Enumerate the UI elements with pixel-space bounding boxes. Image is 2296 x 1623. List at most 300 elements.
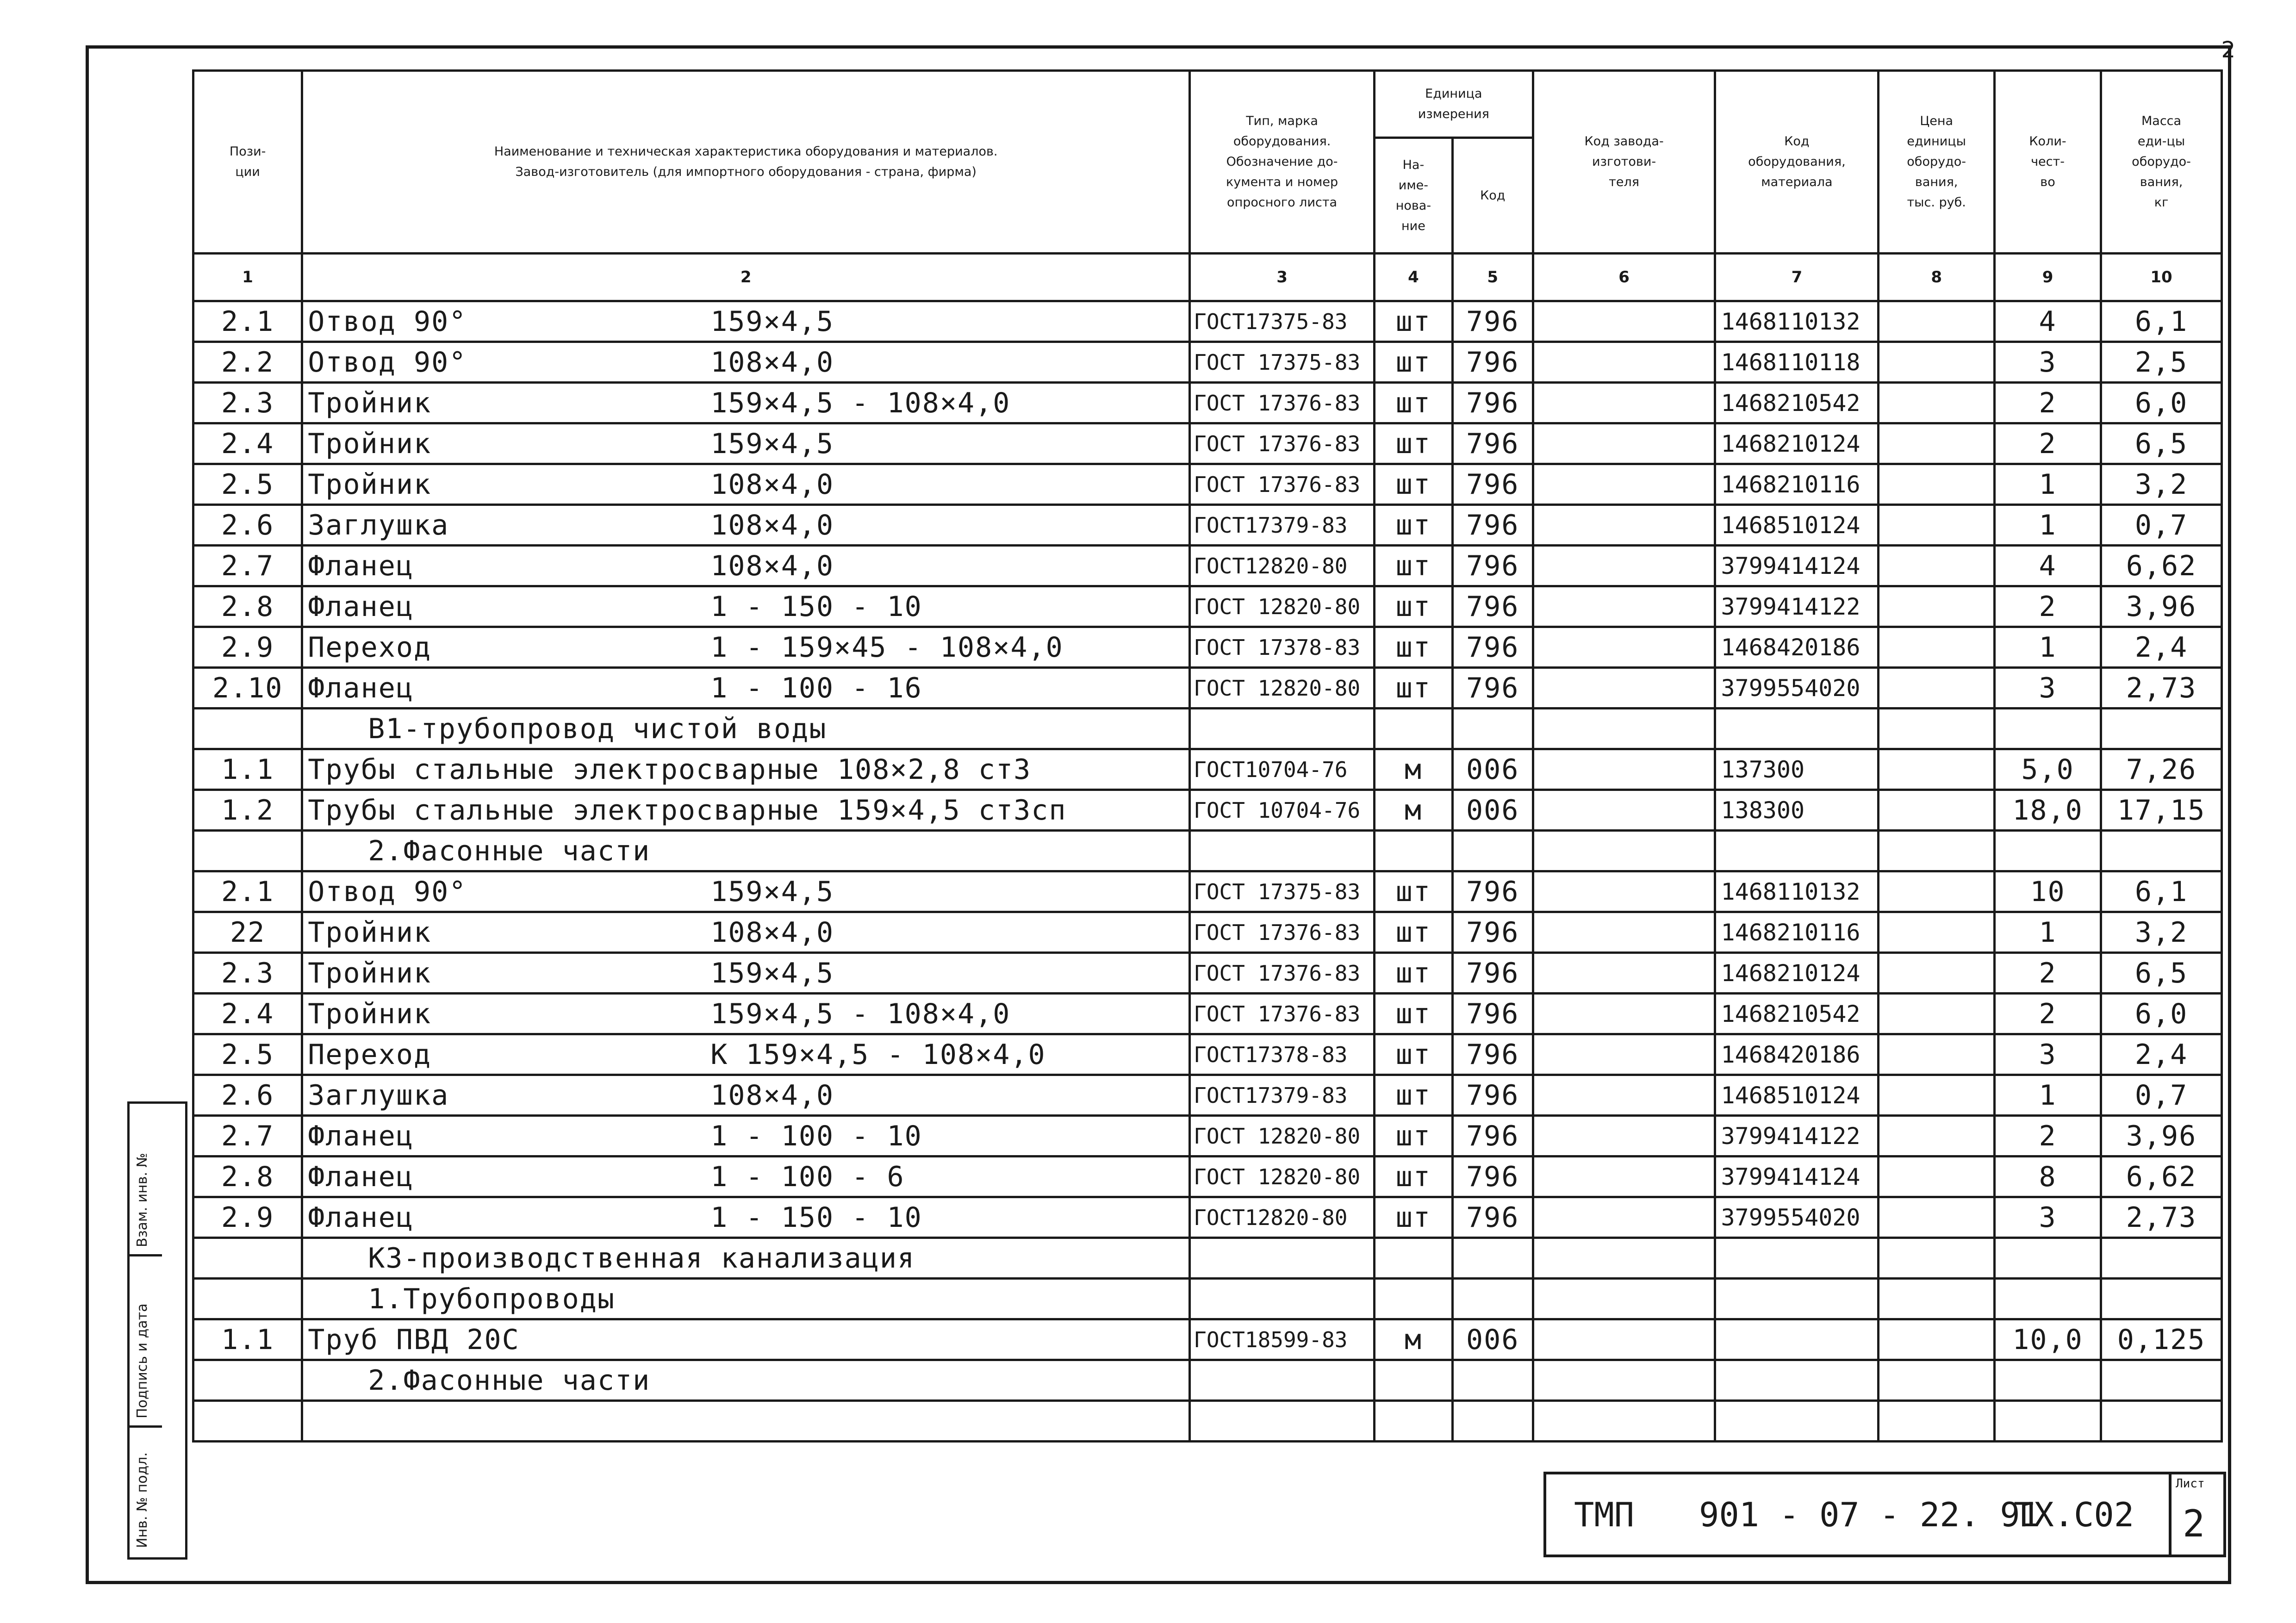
code-cell: 796 [1452,1034,1533,1075]
item-dimensions: 1 - 150 - 10 [710,590,922,623]
item-name: Тройник [308,386,432,419]
equip-cell: 1468110118 [1715,342,1879,383]
item-dimensions: 108×4,0 [710,549,834,582]
name-cell [302,790,1190,831]
name-cell [302,464,1190,505]
table-row [193,1319,2222,1360]
item-dimensions: 1 - 100 - 6 [710,1160,905,1193]
doc-cell: ГОСТ12820-80 [1190,1197,1375,1238]
column-number: 5 [1452,254,1533,301]
doc-cell: ГОСТ 12820-80 [1190,668,1375,709]
empty-cell [1375,1401,1453,1442]
item-name: Фланец [308,549,414,582]
price-cell [1879,1279,1995,1319]
price-cell [1879,912,1995,953]
pos-cell: 22 [193,912,302,953]
price-cell [1879,464,1995,505]
mass-cell: 0,7 [2101,505,2222,546]
equip-cell [1715,709,1879,749]
unit-cell: шт [1375,342,1453,383]
header-mass: Масса еди-цы оборудо- вания, кг [2101,71,2222,254]
price-cell [1879,1157,1995,1197]
mass-cell: 6,1 [2101,301,2222,342]
qty-cell: 5,0 [1994,749,2101,790]
qty-cell: 4 [1994,301,2101,342]
name-cell [302,871,1190,912]
mass-cell: 0,7 [2101,1075,2222,1116]
strip-cell-sign [130,1256,162,1428]
doc-cell: ГОСТ 17375-83 [1190,342,1375,383]
column-number: 10 [2101,254,2222,301]
unit-cell: шт [1375,668,1453,709]
pos-cell: 1.1 [193,749,302,790]
doc-cell: ГОСТ 12820-80 [1190,1157,1375,1197]
doc-cell: ГОСТ17379-83 [1190,1075,1375,1116]
pos-cell: 2.1 [193,301,302,342]
doc-cell: ГОСТ17379-83 [1190,505,1375,546]
qty-cell: 10,0 [1994,1319,2101,1360]
doc-cell: ГОСТ 12820-80 [1190,586,1375,627]
empty-cell [1879,1401,1995,1442]
qty-cell: 2 [1994,383,2101,423]
header-plant-code: Код завода- изготови- теля [1533,71,1715,254]
code-cell: 796 [1452,627,1533,668]
pos-cell [193,709,302,749]
equip-cell [1715,1279,1879,1319]
plant-cell [1533,1157,1715,1197]
qty-cell: 1 [1994,1075,2101,1116]
item-name: Тройник [308,957,432,989]
item-name: Тройник [308,468,432,501]
qty-cell: 4 [1994,546,2101,586]
pos-cell: 2.9 [193,1197,302,1238]
qty-cell: 2 [1994,953,2101,994]
table-row [193,627,2222,668]
empty-cell [1994,1401,2101,1442]
plant-cell [1533,1279,1715,1319]
code-cell: 796 [1452,1157,1533,1197]
pos-cell: 2.1 [193,871,302,912]
sheet-number: 2 [2183,1502,2205,1545]
item-name: Фланец [308,590,414,623]
doc-cell [1190,1238,1375,1279]
column-number: 8 [1879,254,1995,301]
price-cell [1879,831,1995,871]
qty-cell: 18,0 [1994,790,2101,831]
unit-cell: шт [1375,423,1453,464]
table-row [193,301,2222,342]
unit-cell: м [1375,1319,1453,1360]
qty-cell: 2 [1994,423,2101,464]
qty-cell: 1 [1994,505,2101,546]
item-dimensions: 108×4,0 [710,468,834,501]
doc-cell: ГОСТ18599-83 [1190,1319,1375,1360]
price-cell [1879,301,1995,342]
code-cell: 796 [1452,871,1533,912]
price-cell [1879,505,1995,546]
strip-label-sign: Подпись и дата [134,1303,150,1418]
price-cell [1879,1197,1995,1238]
unit-cell: шт [1375,871,1453,912]
mass-cell: 7,26 [2101,749,2222,790]
item-dimensions: 1 - 159×45 - 108×4,0 [710,631,1064,664]
code-cell: 006 [1452,1319,1533,1360]
item-name: Тройник [308,997,432,1030]
strip-cell-vzam [130,1104,162,1256]
empty-cell [2101,1401,2222,1442]
empty-row [193,1401,2222,1442]
plant-cell [1533,1075,1715,1116]
equip-cell: 3799554020 [1715,668,1879,709]
code-cell: 006 [1452,749,1533,790]
pos-cell: 2.2 [193,342,302,383]
item-name: Фланец [308,1119,414,1152]
price-cell [1879,586,1995,627]
qty-cell: 10 [1994,871,2101,912]
table-row [193,383,2222,423]
price-cell [1879,423,1995,464]
equip-cell: 3799414122 [1715,1116,1879,1157]
unit-cell [1375,1279,1453,1319]
mass-cell: 3,96 [2101,586,2222,627]
doc-cell [1190,1360,1375,1401]
item-name: Фланец [308,672,414,704]
unit-cell: шт [1375,953,1453,994]
code-cell: 796 [1452,953,1533,994]
unit-cell: шт [1375,1075,1453,1116]
item-name: Отвод 90° [308,875,467,908]
mass-cell: 2,4 [2101,627,2222,668]
name-cell [302,586,1190,627]
header-unit-code: Код [1452,138,1533,254]
price-cell [1879,953,1995,994]
item-name: Тройник [308,427,432,460]
unit-cell: шт [1375,505,1453,546]
plant-cell [1533,953,1715,994]
item-dimensions: 108×4,0 [710,509,834,541]
doc-cell: ГОСТ12820-80 [1190,546,1375,586]
pos-cell: 2.8 [193,1157,302,1197]
name-cell [302,505,1190,546]
unit-cell: шт [1375,546,1453,586]
price-cell [1879,871,1995,912]
name-cell [302,668,1190,709]
empty-cell [1533,1401,1715,1442]
table-row [193,749,2222,790]
item-name: Трубы стальные электросварные 108×2,8 ст3 [308,753,1032,786]
name-cell [302,342,1190,383]
pos-cell [193,1360,302,1401]
name-cell [302,994,1190,1034]
section-title: В1-трубопровод чистой воды [302,709,1190,749]
table-row [193,1075,2222,1116]
unit-cell [1375,831,1453,871]
mass-cell [2101,1238,2222,1279]
table-row [193,912,2222,953]
item-dimensions: 108×4,0 [710,346,834,379]
doc-cell [1190,831,1375,871]
code-cell: 796 [1452,383,1533,423]
qty-cell: 1 [1994,627,2101,668]
item-name: Тройник [308,916,432,949]
item-name: Отвод 90° [308,346,467,379]
column-number: 3 [1190,254,1375,301]
qty-cell: 3 [1994,668,2101,709]
pos-cell: 2.6 [193,1075,302,1116]
item-name: Переход [308,631,432,664]
price-cell [1879,1319,1995,1360]
item-dimensions: К 159×4,5 - 108×4,0 [710,1038,1046,1071]
price-cell [1879,790,1995,831]
header-position: Пози- ции [193,71,302,254]
item-name: Переход [308,1038,432,1071]
name-cell [302,546,1190,586]
name-cell [302,423,1190,464]
column-number: 1 [193,254,302,301]
code-cell: 006 [1452,790,1533,831]
mass-cell: 3,2 [2101,464,2222,505]
pos-cell: 2.10 [193,668,302,709]
table-row [193,994,2222,1034]
code-cell: 796 [1452,1116,1533,1157]
strip-label-inv: Инв. № подл. [134,1452,150,1548]
price-cell [1879,1238,1995,1279]
section-title: 2.Фасонные части [302,831,1190,871]
column-numbers-row [193,254,2222,301]
doc-cell: ГОСТ 10704-76 [1190,790,1375,831]
table-row [193,1197,2222,1238]
equip-cell [1715,1360,1879,1401]
header-qty: Коли- чест- во [1994,71,2101,254]
equip-cell: 1468510124 [1715,1075,1879,1116]
price-cell [1879,1116,1995,1157]
header-type: Тип, марка оборудования. Обозначение до- кумента и номер опросного листа [1190,71,1375,254]
plant-cell [1533,1238,1715,1279]
title-series: ТМП [1574,1495,1635,1534]
equip-cell: 1468210124 [1715,423,1879,464]
unit-cell: шт [1375,301,1453,342]
item-dimensions: 159×4,5 [710,875,834,908]
equip-cell: 138300 [1715,790,1879,831]
header-unit-name: На- име- нова- ние [1375,138,1453,254]
section-title: 2.Фасонные части [302,1360,1190,1401]
table-row [193,871,2222,912]
name-cell [302,953,1190,994]
unit-cell: шт [1375,994,1453,1034]
item-name: Заглушка [308,1079,449,1112]
name-cell [302,1075,1190,1116]
name-cell [302,1116,1190,1157]
code-cell [1452,831,1533,871]
unit-cell: шт [1375,464,1453,505]
table-row [193,668,2222,709]
mass-cell: 6,62 [2101,1157,2222,1197]
name-cell [302,383,1190,423]
doc-cell: ГОСТ 17376-83 [1190,953,1375,994]
plant-cell [1533,423,1715,464]
plant-cell [1533,1319,1715,1360]
code-cell: 796 [1452,301,1533,342]
code-cell: 796 [1452,1075,1533,1116]
qty-cell: 3 [1994,1034,2101,1075]
item-name: Заглушка [308,509,449,541]
plant-cell [1533,301,1715,342]
unit-cell: шт [1375,1157,1453,1197]
plant-cell [1533,831,1715,871]
mass-cell [2101,831,2222,871]
doc-cell: ГОСТ 17376-83 [1190,383,1375,423]
qty-cell [1994,831,2101,871]
mass-cell: 2,73 [2101,668,2222,709]
unit-cell: м [1375,790,1453,831]
header-equip-code: Код оборудования, материала [1715,71,1879,254]
doc-cell: ГОСТ 17376-83 [1190,912,1375,953]
code-cell [1452,1238,1533,1279]
item-dimensions: 159×4,5 - 108×4,0 [710,386,1011,419]
table-row [193,546,2222,586]
code-cell: 796 [1452,994,1533,1034]
mass-cell: 3,2 [2101,912,2222,953]
item-name: Трубы стальные электросварные 159×4,5 ст3сп [308,794,1067,827]
code-cell: 796 [1452,342,1533,383]
code-cell: 796 [1452,668,1533,709]
price-cell [1879,342,1995,383]
section-row [193,709,2222,749]
section-row [193,1279,2222,1319]
unit-cell: шт [1375,627,1453,668]
header-name: Наименование и техническая характеристика оборудования и материалов. Завод-изготовитель (для импортного оборудования - страна, фирма) [302,71,1190,254]
header-unit-group: Единица измерения [1375,71,1533,138]
doc-cell [1190,1279,1375,1319]
price-cell [1879,627,1995,668]
qty-cell [1994,709,2101,749]
item-dimensions: 159×4,5 - 108×4,0 [710,997,1011,1030]
pos-cell: 2.8 [193,586,302,627]
strip-cell-inv [130,1428,162,1557]
mass-cell [2101,709,2222,749]
column-number: 6 [1533,254,1715,301]
doc-cell: ГОСТ 17378-83 [1190,627,1375,668]
item-dimensions: 159×4,5 [710,305,834,338]
pos-cell: 2.5 [193,1034,302,1075]
code-cell: 796 [1452,912,1533,953]
section-title: К3-производственная канализация [302,1238,1190,1279]
column-number: 2 [302,254,1190,301]
empty-cell [302,1401,1190,1442]
mass-cell: 6,62 [2101,546,2222,586]
header-price: Цена единицы оборудо- вания, тыс. руб. [1879,71,1995,254]
unit-cell: шт [1375,586,1453,627]
strip-label-vzam: Взам. инв. № [134,1153,150,1247]
unit-cell [1375,709,1453,749]
name-cell [302,912,1190,953]
plant-cell [1533,1116,1715,1157]
equip-cell: 3799414124 [1715,546,1879,586]
name-cell [302,1197,1190,1238]
mass-cell: 2,4 [2101,1034,2222,1075]
table-row [193,1157,2222,1197]
equip-cell: 1468110132 [1715,871,1879,912]
doc-cell: ГОСТ 17376-83 [1190,994,1375,1034]
column-number: 9 [1994,254,2101,301]
code-cell: 796 [1452,546,1533,586]
item-dimensions: 108×4,0 [710,916,834,949]
name-cell [302,1034,1190,1075]
mass-cell: 3,96 [2101,1116,2222,1157]
doc-cell: ГОСТ 17375-83 [1190,871,1375,912]
plant-cell [1533,1034,1715,1075]
price-cell [1879,383,1995,423]
equip-cell [1715,831,1879,871]
plant-cell [1533,668,1715,709]
mass-cell: 2,73 [2101,1197,2222,1238]
pos-cell [193,1238,302,1279]
equip-cell: 1468210116 [1715,912,1879,953]
equip-cell: 3799414124 [1715,1157,1879,1197]
unit-cell [1375,1238,1453,1279]
price-cell [1879,749,1995,790]
equip-cell: 1468420186 [1715,627,1879,668]
doc-cell [1190,709,1375,749]
section-row [193,831,2222,871]
item-dimensions: 159×4,5 [710,427,834,460]
empty-cell [1452,1401,1533,1442]
mass-cell: 2,5 [2101,342,2222,383]
code-cell: 796 [1452,1197,1533,1238]
unit-cell: шт [1375,1116,1453,1157]
doc-cell: ГОСТ10704-76 [1190,749,1375,790]
qty-cell: 8 [1994,1157,2101,1197]
pos-cell [193,1279,302,1319]
item-name: Фланец [308,1160,414,1193]
qty-cell: 1 [1994,912,2101,953]
plant-cell [1533,790,1715,831]
plant-cell [1533,912,1715,953]
empty-cell [1715,1401,1879,1442]
item-dimensions: 108×4,0 [710,1079,834,1112]
table-row [193,423,2222,464]
mass-cell: 6,1 [2101,871,2222,912]
mass-cell: 6,5 [2101,423,2222,464]
item-name: Отвод 90° [308,305,467,338]
mass-cell: 17,15 [2101,790,2222,831]
pos-cell [193,831,302,871]
name-cell [302,627,1190,668]
pos-cell: 2.4 [193,994,302,1034]
table-row [193,586,2222,627]
mass-cell [2101,1360,2222,1401]
name-cell [302,301,1190,342]
column-number: 7 [1715,254,1879,301]
table-row [193,1034,2222,1075]
plant-cell [1533,994,1715,1034]
pos-cell: 2.7 [193,546,302,586]
pos-cell: 2.3 [193,953,302,994]
equip-cell: 3799414122 [1715,586,1879,627]
mass-cell [2101,1279,2222,1319]
code-cell [1452,1360,1533,1401]
equip-cell [1715,1319,1879,1360]
code-cell: 796 [1452,505,1533,546]
item-dimensions: 1 - 100 - 16 [710,672,922,704]
equip-cell: 1468210542 [1715,383,1879,423]
price-cell [1879,1034,1995,1075]
item-dimensions: 1 - 100 - 10 [710,1119,922,1152]
section-row [193,1360,2222,1401]
table-body [193,301,2222,1442]
mass-cell: 6,0 [2101,383,2222,423]
plant-cell [1533,749,1715,790]
